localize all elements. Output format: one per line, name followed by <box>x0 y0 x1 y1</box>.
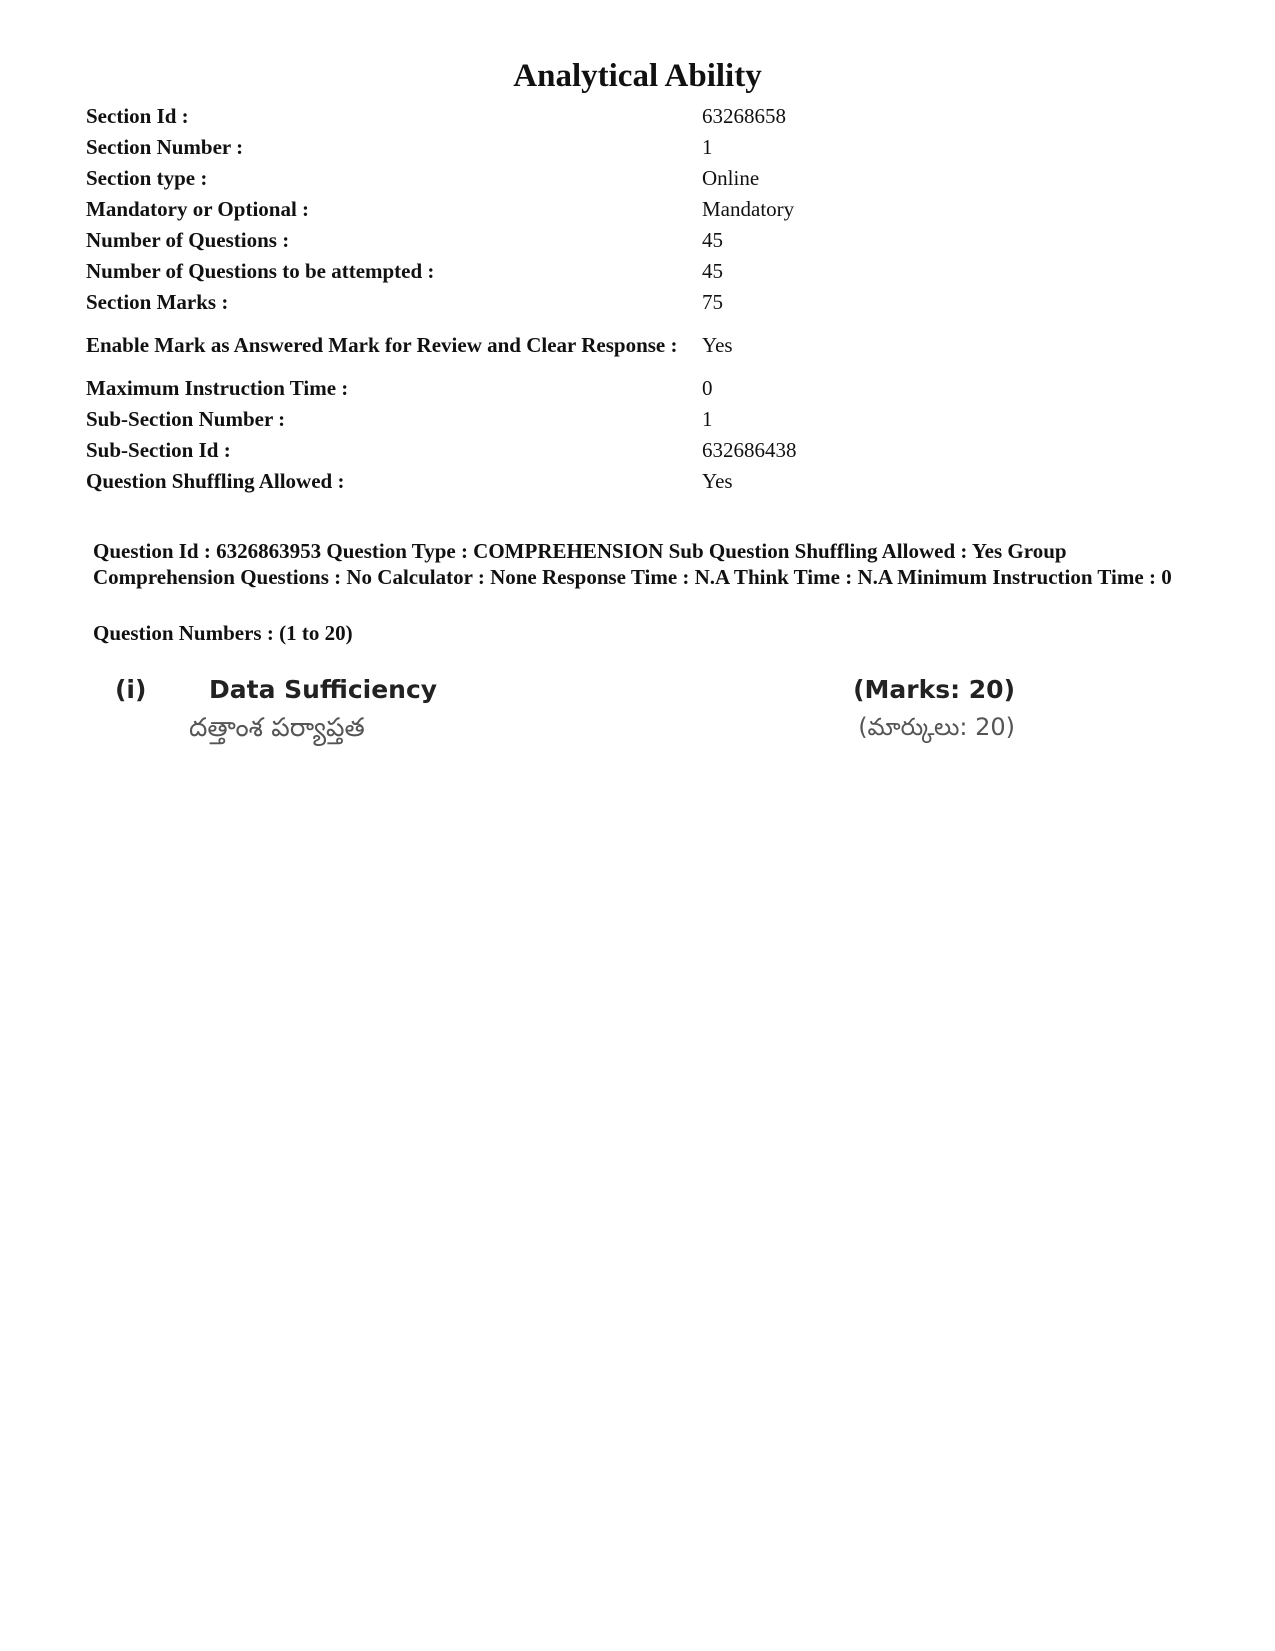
section-marks-telugu: (మార్కులు: 20) <box>858 713 1015 741</box>
info-row-question-shuffling <box>86 465 906 496</box>
info-label: Section Marks : <box>86 289 229 314</box>
info-value: 1 <box>702 406 713 431</box>
info-value: 632686438 <box>702 437 797 462</box>
page-title: Analytical Ability <box>513 58 762 94</box>
section-title-telugu: దత్తాంశ పర్యాప్తత <box>189 713 365 743</box>
section-title-english: Data Sufficiency <box>209 675 438 704</box>
info-row-number-of-questions <box>86 224 906 255</box>
info-value: 75 <box>702 289 723 314</box>
info-row-section-marks <box>86 286 906 317</box>
info-value: Yes <box>702 332 733 357</box>
info-row-sub-section-id <box>86 434 906 465</box>
info-row-section-id <box>86 100 906 131</box>
info-value: 63268658 <box>702 103 786 128</box>
info-row-mandatory <box>86 193 906 224</box>
info-value: 1 <box>702 134 713 159</box>
info-value: 45 <box>702 227 723 252</box>
question-numbers: Question Numbers : (1 to 20) <box>93 621 353 645</box>
info-label: Section type : <box>86 165 208 190</box>
info-label: Section Id : <box>86 103 189 128</box>
info-label: Question Shuffling Allowed : <box>86 468 345 493</box>
info-row-section-type <box>86 162 906 193</box>
info-label: Sub-Section Number : <box>86 406 286 431</box>
info-value: Mandatory <box>702 196 795 221</box>
info-label: Section Number : <box>86 134 244 159</box>
info-row-max-instruction-time <box>86 372 906 403</box>
info-value: Yes <box>702 468 733 493</box>
info-value: 45 <box>702 258 723 283</box>
info-label: Mandatory or Optional : <box>86 196 310 221</box>
info-value: 0 <box>702 375 713 400</box>
info-row-section-number <box>86 131 906 162</box>
info-label: Number of Questions : <box>86 227 290 252</box>
info-label: Number of Questions to be attempted : <box>86 258 435 283</box>
section-roman-numeral: (i) <box>115 675 147 704</box>
info-label: Sub-Section Id : <box>86 437 231 462</box>
info-label: Enable Mark as Answered Mark for Review and Clear Response : <box>86 332 678 357</box>
info-row-enable-mark <box>86 317 906 372</box>
info-row-questions-to-attempt <box>86 255 906 286</box>
info-row-sub-section-number <box>86 403 906 434</box>
info-value: Online <box>702 165 760 190</box>
section-marks-english: (Marks: 20) <box>853 675 1015 704</box>
section-info-table <box>86 100 906 496</box>
question-meta: Question Id : 6326863953 Question Type : COMPREHENSION Sub Question Shuffling Allowed : Yes Group Comprehension Questions : No Calculator : None Response Time : N.A Think Time : N.A Minimum Instruction Time : 0 <box>93 539 1172 589</box>
section-heading-image <box>115 675 1015 755</box>
info-label: Maximum Instruction Time : <box>86 375 349 400</box>
